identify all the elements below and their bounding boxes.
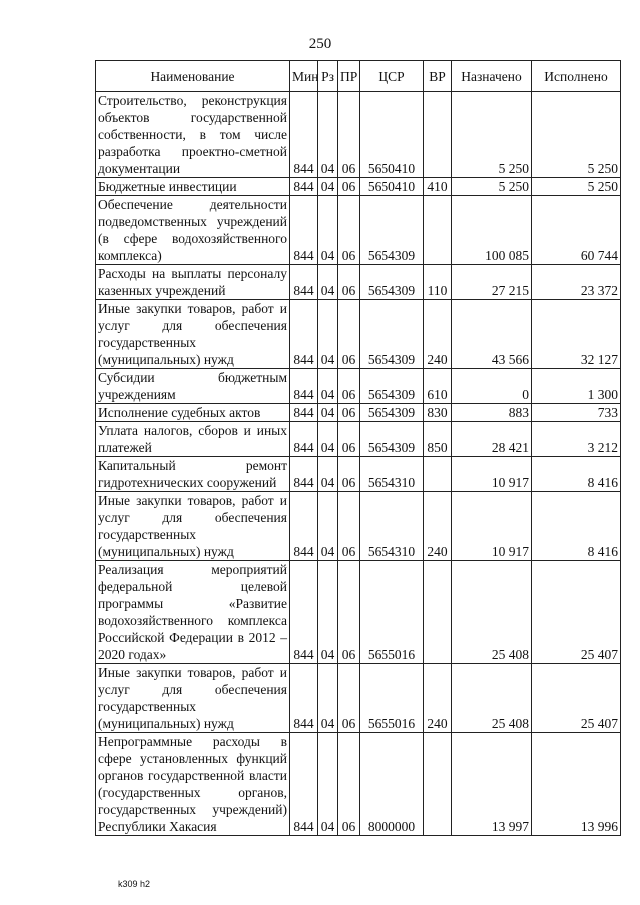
header-csr: ЦСР <box>360 61 424 92</box>
header-name: Наименование <box>96 61 290 92</box>
cell-vr: 410 <box>424 178 452 196</box>
cell-rz: 04 <box>318 92 338 178</box>
cell-assigned: 10 917 <box>452 457 532 492</box>
cell-rz: 04 <box>318 404 338 422</box>
cell-name: Субсидии бюджетным учреждениям <box>96 369 290 404</box>
cell-vr: 110 <box>424 265 452 300</box>
cell-vr <box>424 561 452 664</box>
cell-executed: 13 996 <box>532 733 621 836</box>
cell-min: 844 <box>290 92 318 178</box>
table-row <box>96 369 621 404</box>
cell-csr: 5654309 <box>360 265 424 300</box>
cell-executed: 25 407 <box>532 664 621 733</box>
cell-vr: 240 <box>424 664 452 733</box>
header-assigned: Назначено <box>452 61 532 92</box>
cell-pr: 06 <box>338 733 360 836</box>
cell-pr: 06 <box>338 92 360 178</box>
table-row <box>96 265 621 300</box>
cell-vr: 240 <box>424 492 452 561</box>
cell-assigned: 25 408 <box>452 561 532 664</box>
cell-csr: 5654310 <box>360 457 424 492</box>
cell-vr: 850 <box>424 422 452 457</box>
cell-name: Иные закупки товаров, работ и услуг для обеспечения государственных (муниципальных) нужд <box>96 664 290 733</box>
cell-pr: 06 <box>338 196 360 265</box>
cell-vr <box>424 733 452 836</box>
cell-min: 844 <box>290 561 318 664</box>
cell-executed: 8 416 <box>532 457 621 492</box>
cell-rz: 04 <box>318 369 338 404</box>
cell-csr: 5654309 <box>360 422 424 457</box>
header-vr: ВР <box>424 61 452 92</box>
table-row <box>96 561 621 664</box>
cell-csr: 5654310 <box>360 492 424 561</box>
cell-csr: 5650410 <box>360 178 424 196</box>
cell-name: Капитальный ремонт гидротехнических сооружений <box>96 457 290 492</box>
cell-min: 844 <box>290 664 318 733</box>
cell-csr: 8000000 <box>360 733 424 836</box>
cell-vr: 830 <box>424 404 452 422</box>
cell-executed: 3 212 <box>532 422 621 457</box>
cell-executed: 5 250 <box>532 178 621 196</box>
cell-rz: 04 <box>318 561 338 664</box>
cell-vr: 610 <box>424 369 452 404</box>
cell-name: Бюджетные инвестиции <box>96 178 290 196</box>
table-row <box>96 492 621 561</box>
cell-csr: 5654309 <box>360 404 424 422</box>
table-row <box>96 404 621 422</box>
cell-rz: 04 <box>318 422 338 457</box>
cell-rz: 04 <box>318 733 338 836</box>
cell-pr: 06 <box>338 457 360 492</box>
table-header-row <box>96 61 621 92</box>
header-rz: Рз <box>318 61 338 92</box>
cell-name: Иные закупки товаров, работ и услуг для обеспечения государственных (муниципальных) нужд <box>96 492 290 561</box>
table-row <box>96 196 621 265</box>
cell-min: 844 <box>290 733 318 836</box>
cell-executed: 5 250 <box>532 92 621 178</box>
cell-pr: 06 <box>338 422 360 457</box>
cell-name: Непрограммные расходы в сфере установленных функций органов государственной власти (государственных органов, государственных учреждений) Республики Хакасия <box>96 733 290 836</box>
cell-name: Расходы на выплаты персоналу казенных учреждений <box>96 265 290 300</box>
cell-name: Иные закупки товаров, работ и услуг для обеспечения государственных (муниципальных) нужд <box>96 300 290 369</box>
cell-rz: 04 <box>318 265 338 300</box>
cell-csr: 5654309 <box>360 196 424 265</box>
cell-min: 844 <box>290 178 318 196</box>
cell-vr <box>424 92 452 178</box>
cell-csr: 5654309 <box>360 369 424 404</box>
cell-vr <box>424 457 452 492</box>
cell-rz: 04 <box>318 664 338 733</box>
cell-executed: 23 372 <box>532 265 621 300</box>
cell-pr: 06 <box>338 369 360 404</box>
budget-table <box>95 60 621 836</box>
table-row <box>96 422 621 457</box>
cell-csr: 5650410 <box>360 92 424 178</box>
page-number: 250 <box>308 36 332 52</box>
table-row <box>96 92 621 178</box>
header-executed: Исполнено <box>532 61 621 92</box>
cell-assigned: 5 250 <box>452 92 532 178</box>
cell-vr: 240 <box>424 300 452 369</box>
cell-pr: 06 <box>338 664 360 733</box>
cell-min: 844 <box>290 422 318 457</box>
cell-csr: 5655016 <box>360 664 424 733</box>
cell-min: 844 <box>290 300 318 369</box>
cell-csr: 5655016 <box>360 561 424 664</box>
cell-executed: 60 744 <box>532 196 621 265</box>
cell-assigned: 13 997 <box>452 733 532 836</box>
header-pr: ПР <box>338 61 360 92</box>
cell-name: Обеспечение деятельности подведомственных учреждений (в сфере водохозяйственного комплекса) <box>96 196 290 265</box>
cell-assigned: 0 <box>452 369 532 404</box>
cell-rz: 04 <box>318 196 338 265</box>
cell-assigned: 43 566 <box>452 300 532 369</box>
cell-name: Реализация мероприятий федеральной целевой программы «Развитие водохозяйственного комплекса Российской Федерации в 2012 – 2020 годах» <box>96 561 290 664</box>
cell-rz: 04 <box>318 300 338 369</box>
cell-min: 844 <box>290 457 318 492</box>
cell-rz: 04 <box>318 457 338 492</box>
cell-executed: 32 127 <box>532 300 621 369</box>
cell-min: 844 <box>290 369 318 404</box>
cell-pr: 06 <box>338 561 360 664</box>
cell-min: 844 <box>290 265 318 300</box>
cell-name: Исполнение судебных актов <box>96 404 290 422</box>
header-min: Мин <box>290 61 318 92</box>
cell-pr: 06 <box>338 492 360 561</box>
cell-assigned: 25 408 <box>452 664 532 733</box>
cell-assigned: 10 917 <box>452 492 532 561</box>
cell-rz: 04 <box>318 178 338 196</box>
cell-assigned: 100 085 <box>452 196 532 265</box>
cell-vr <box>424 196 452 265</box>
cell-rz: 04 <box>318 492 338 561</box>
cell-name: Строительство, реконструкция объектов государственной собственности, в том числе разработка проектно-сметной документации <box>96 92 290 178</box>
cell-min: 844 <box>290 404 318 422</box>
cell-name: Уплата налогов, сборов и иных платежей <box>96 422 290 457</box>
cell-pr: 06 <box>338 265 360 300</box>
cell-pr: 06 <box>338 300 360 369</box>
cell-min: 844 <box>290 492 318 561</box>
cell-assigned: 5 250 <box>452 178 532 196</box>
cell-csr: 5654309 <box>360 300 424 369</box>
table-row <box>96 300 621 369</box>
cell-executed: 25 407 <box>532 561 621 664</box>
cell-pr: 06 <box>338 404 360 422</box>
cell-executed: 733 <box>532 404 621 422</box>
cell-assigned: 27 215 <box>452 265 532 300</box>
cell-assigned: 883 <box>452 404 532 422</box>
table-row <box>96 664 621 733</box>
cell-executed: 8 416 <box>532 492 621 561</box>
table-row <box>96 733 621 836</box>
cell-pr: 06 <box>338 178 360 196</box>
table-row <box>96 178 621 196</box>
cell-executed: 1 300 <box>532 369 621 404</box>
footer-code: k309 h2 <box>118 879 151 889</box>
cell-min: 844 <box>290 196 318 265</box>
cell-assigned: 28 421 <box>452 422 532 457</box>
table-row <box>96 457 621 492</box>
